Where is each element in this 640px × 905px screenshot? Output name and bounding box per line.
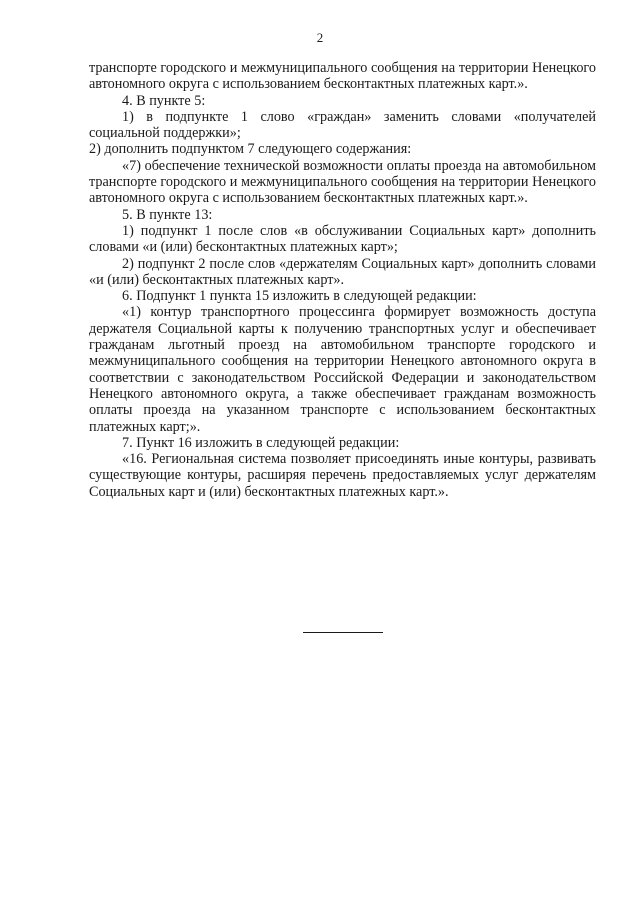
page-number: 2 xyxy=(316,30,324,45)
paragraph: 7. Пункт 16 изложить в следующей редакции: xyxy=(122,434,400,451)
document-body xyxy=(89,60,596,500)
paragraph: 6. Подпункт 1 пункта 15 изложить в следующей редакции: xyxy=(122,288,477,305)
paragraph: 2) дополнить подпунктом 7 следующего содержания: xyxy=(89,141,412,158)
paragraph: «16. Региональная система позволяет присоединять иные контуры, развивать существующие контуры, расширяя перечень предоставляемых услуг держателям Социальных карт и (или) бесконтактных платежных карт.». xyxy=(89,451,596,500)
paragraph: 1) подпункт 1 после слов «в обслуживании Социальных карт» дополнить словами «и (или) бесконтактных платежных карт»; xyxy=(89,222,596,256)
paragraph: 4. В пункте 5: xyxy=(122,92,206,109)
paragraph: 2) подпункт 2 после слов «держателям Социальных карт» дополнить словами «и (или) бесконтактных платежных карт». xyxy=(89,255,596,288)
end-divider-line xyxy=(303,632,383,633)
paragraph: «7) обеспечение технической возможности оплаты проезда на автомобильном транспорте городского и межмуниципального сообщения на территории Ненецкого автономного округа с использованием бесконтактных платежных карт.». xyxy=(89,157,596,207)
paragraph: транспорте городского и межмуниципального сообщения на территории Ненецкого автономного округа с использованием бесконтактных платежных карт.». xyxy=(89,60,596,93)
paragraph: 1) в подпункте 1 слово «граждан» заменить словами «получателей социальной поддержки»; xyxy=(89,108,596,142)
paragraph: 5. В пункте 13: xyxy=(122,206,213,223)
paragraph: «1) контур транспортного процессинга формирует возможность доступа держателя Социальной карты к получению транспортных услуг и обеспечивает гражданам льготный проезд на автомобильном транспорте городского и межмуниципального сообщения на территории Ненецкого автономного округа в соответствии с законодательством Российской Федерации и законодательством Ненецкого автономного округа, а также обеспечивает гражданам возможность оплаты проезда на указанном транспорте с использованием бесконтактных платежных карт;». xyxy=(89,304,596,435)
